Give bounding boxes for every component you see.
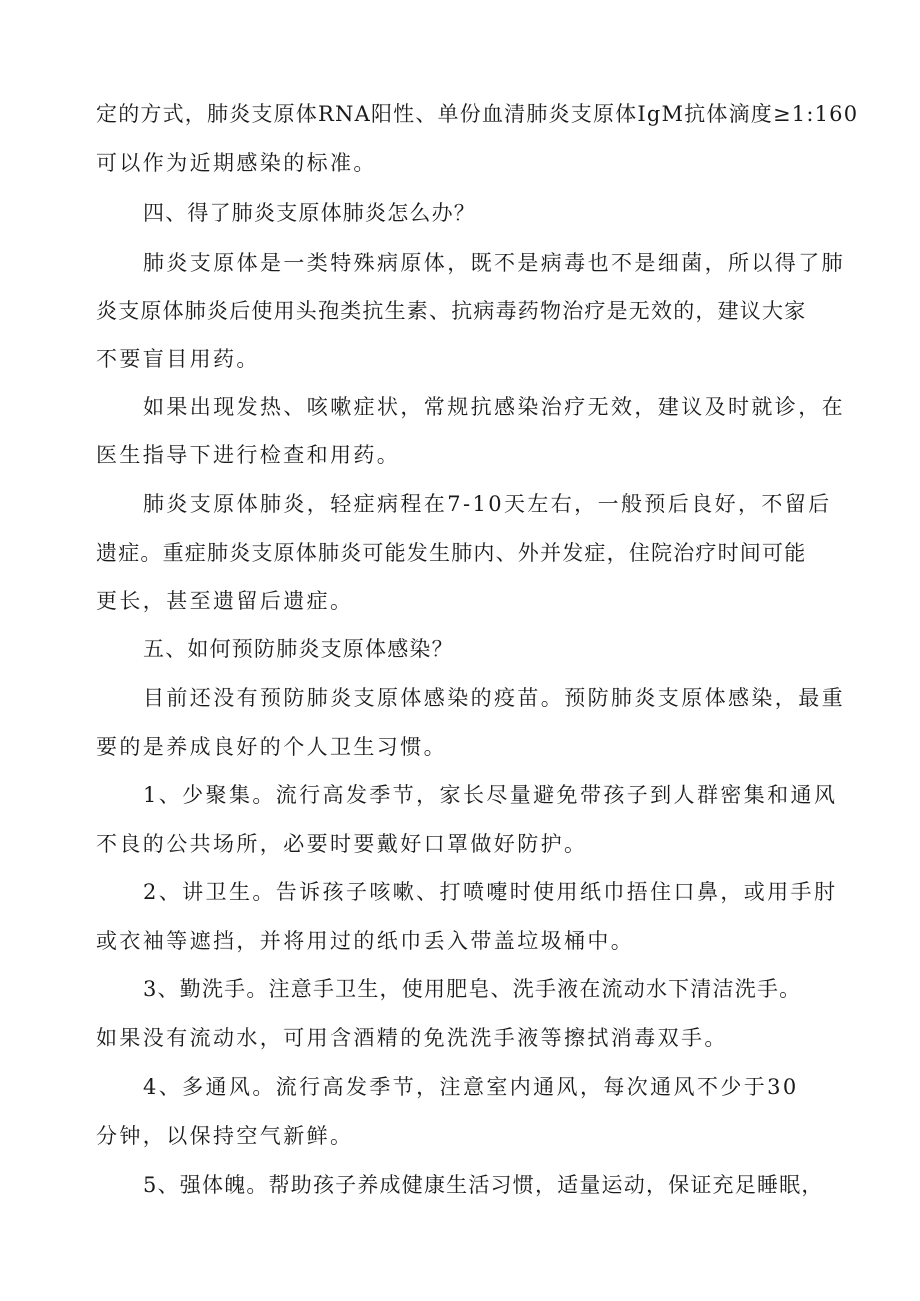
- text-line: 炎支原体肺炎后使用头孢类抗生素、抗病毒药物治疗是无效的，建议大家: [96, 299, 807, 323]
- text-line: 2、讲卫生。告诉孩子咳嗽、打喷嚏时使用纸巾捂住口鼻，或用手肘: [143, 880, 838, 904]
- text-line: 要的是养成良好的个人卫生习惯。: [96, 735, 447, 759]
- text-line: 可以作为近期感染的标准。: [96, 151, 377, 175]
- text-line: 更长，甚至遗留后遗症。: [96, 589, 354, 613]
- text-line: 遗症。重症肺炎支原体肺炎可能发生肺内、外并发症，住院治疗时间可能: [96, 541, 807, 565]
- text-line: 如果没有流动水，可用含酒精的免洗洗手液等擦拭消毒双手。: [96, 1026, 728, 1050]
- text-line: 5、强体魄。帮助孩子养成健康生活习惯，适量运动，保证充足睡眠，: [143, 1173, 824, 1197]
- section-heading: 四、得了肺炎支原体肺炎怎么办？: [143, 201, 476, 225]
- text-line: 肺炎支原体肺炎，轻症病程在7-10天左右，一般预后良好，不留后: [143, 492, 832, 516]
- text-line: 分钟，以保持空气新鲜。: [96, 1124, 354, 1148]
- section-heading: 五、如何预防肺炎支原体感染？: [143, 637, 454, 661]
- text-line: 如果出现发热、咳嗽症状，常规抗感染治疗无效，建议及时就诊，在: [143, 395, 845, 419]
- text-line: 4、多通风。流行高发季节，注意室内通风，每次通风不少于30: [143, 1075, 799, 1099]
- text-line: 1、少聚集。流行高发季节，家长尽量避免带孩子到人群密集和通风: [143, 783, 838, 807]
- text-line: 不良的公共场所，必要时要戴好口罩做好防护。: [96, 832, 588, 856]
- text-line: 肺炎支原体是一类特殊病原体，既不是病毒也不是细菌，所以得了肺: [143, 251, 845, 275]
- text-line: 或衣袖等遮挡，并将用过的纸巾丢入带盖垃圾桶中。: [96, 929, 635, 953]
- text-line: 定的方式，肺炎支原体RNA阳性、单份血清肺炎支原体IgM抗体滴度≥1:160: [96, 102, 859, 126]
- text-line: 医生指导下进行检查和用药。: [96, 443, 401, 467]
- text-line: 3、勤洗手。注意手卫生，使用肥皂、洗手液在流动水下清洁洗手。: [143, 977, 802, 1001]
- text-line: 不要盲目用药。: [96, 347, 260, 371]
- text-line: 目前还没有预防肺炎支原体感染的疫苗。预防肺炎支原体感染，最重: [143, 686, 845, 710]
